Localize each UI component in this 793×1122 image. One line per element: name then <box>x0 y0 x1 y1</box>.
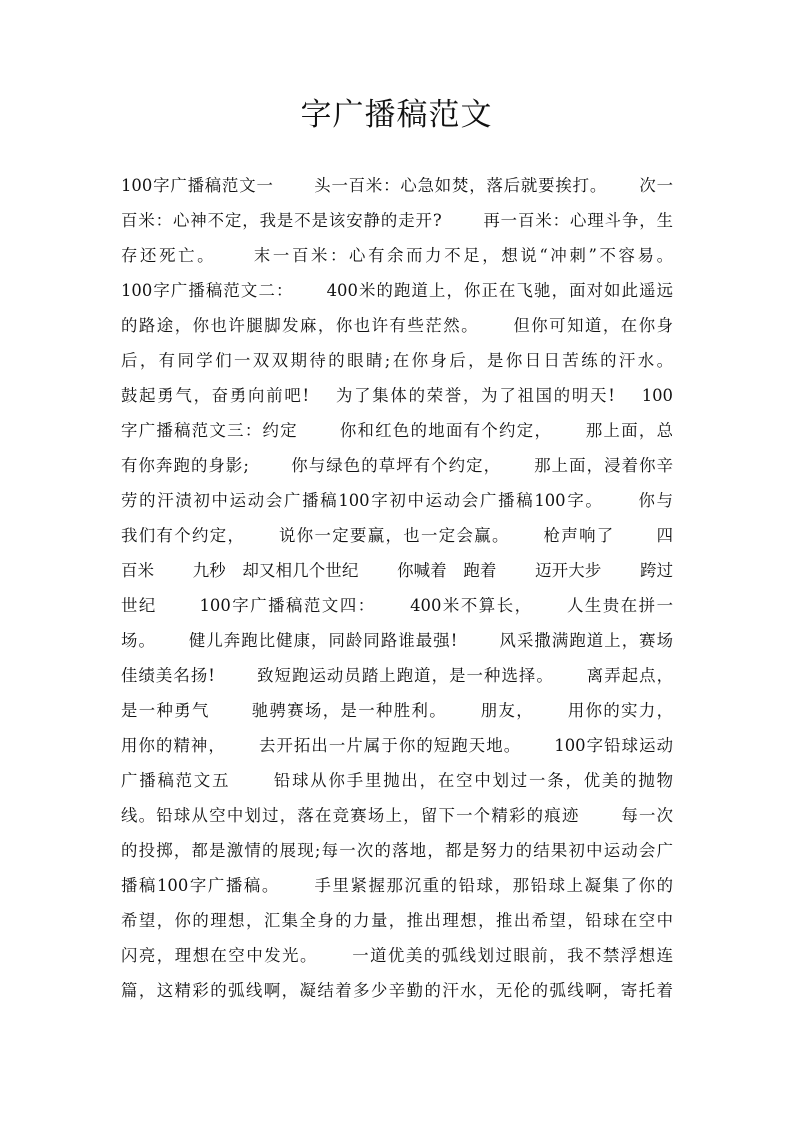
body-line: 100字广播稿范文二： 400米的跑道上，你正在飞驰，面对如此遥远 <box>121 281 673 300</box>
body-line: 百米：心神不定，我是不是该安静的走开? 再一百米：心理斗争，生 <box>121 211 673 230</box>
body-line: 存还死亡。 末一百米：心有余而力不足，想说“冲刺”不容易。 <box>121 246 673 265</box>
body-line: 的路途，你也许腿脚发麻，你也许有些茫然。 但你可知道，在你身 <box>121 316 673 335</box>
body-line: 场。 健儿奔跑比健康，同龄同路谁最强! 风采撒满跑道上，赛场 <box>121 631 673 650</box>
body-line: 播稿100字广播稿。 手里紧握那沉重的铅球，那铅球上凝集了你的 <box>121 876 673 895</box>
body-line: 后，有同学们一双双期待的眼睛;在你身后，是你日日苦练的汗水。 <box>121 351 673 370</box>
body-line: 我们有个约定， 说你一定要赢，也一定会赢。 枪声响了 四 <box>121 526 673 545</box>
body-line: 闪亮，理想在空中发光。 一道优美的弧线划过眼前，我不禁浮想连 <box>121 946 673 965</box>
body-line: 篇，这精彩的弧线啊，凝结着多少辛勤的汗水，无伦的弧线啊，寄托着 <box>121 981 673 1000</box>
body-line: 世纪 100字广播稿范文四： 400米不算长， 人生贵在拼一 <box>121 596 673 615</box>
body-line: 佳绩美名扬! 致短跑运动员踏上跑道，是一种选择。 离弄起点， <box>121 666 673 685</box>
body-line: 希望，你的理想，汇集全身的力量，推出理想，推出希望，铅球在空中 <box>121 911 673 930</box>
body-line: 有你奔跑的身影; 你与绿色的草坪有个约定， 那上面，浸着你辛 <box>121 456 673 475</box>
body-line: 是一种勇气 驰骋赛场，是一种胜利。 朋友， 用你的实力， <box>121 701 673 720</box>
body-line: 字广播稿范文三：约定 你和红色的地面有个约定， 那上面，总 <box>121 421 673 440</box>
document-body <box>121 168 673 1008</box>
body-line: 广播稿范文五 铅球从你手里抛出，在空中划过一条，优美的抛物 <box>121 771 673 790</box>
body-line: 的投掷，都是激情的展现;每一次的落地，都是努力的结果初中运动会广 <box>121 841 673 860</box>
body-line: 100字广播稿范文一 头一百米：心急如焚，落后就要挨打。 次一 <box>121 176 673 195</box>
body-line: 劳的汗渍初中运动会广播稿100字初中运动会广播稿100字。 你与 <box>121 491 673 510</box>
body-line: 百米 九秒 却又相几个世纪 你喊着 跑着 迈开大步 跨过 <box>121 561 673 580</box>
body-line: 鼓起勇气，奋勇向前吧! 为了集体的荣誉，为了祖国的明天! 100 <box>121 386 673 405</box>
document-title: 字广播稿范文 <box>300 97 493 133</box>
body-line: 线。铅球从空中划过，落在竞赛场上，留下一个精彩的痕迹 每一次 <box>121 806 673 825</box>
body-line: 用你的精神， 去开拓出一片属于你的短跑天地。 100字铅球运动 <box>121 736 673 755</box>
